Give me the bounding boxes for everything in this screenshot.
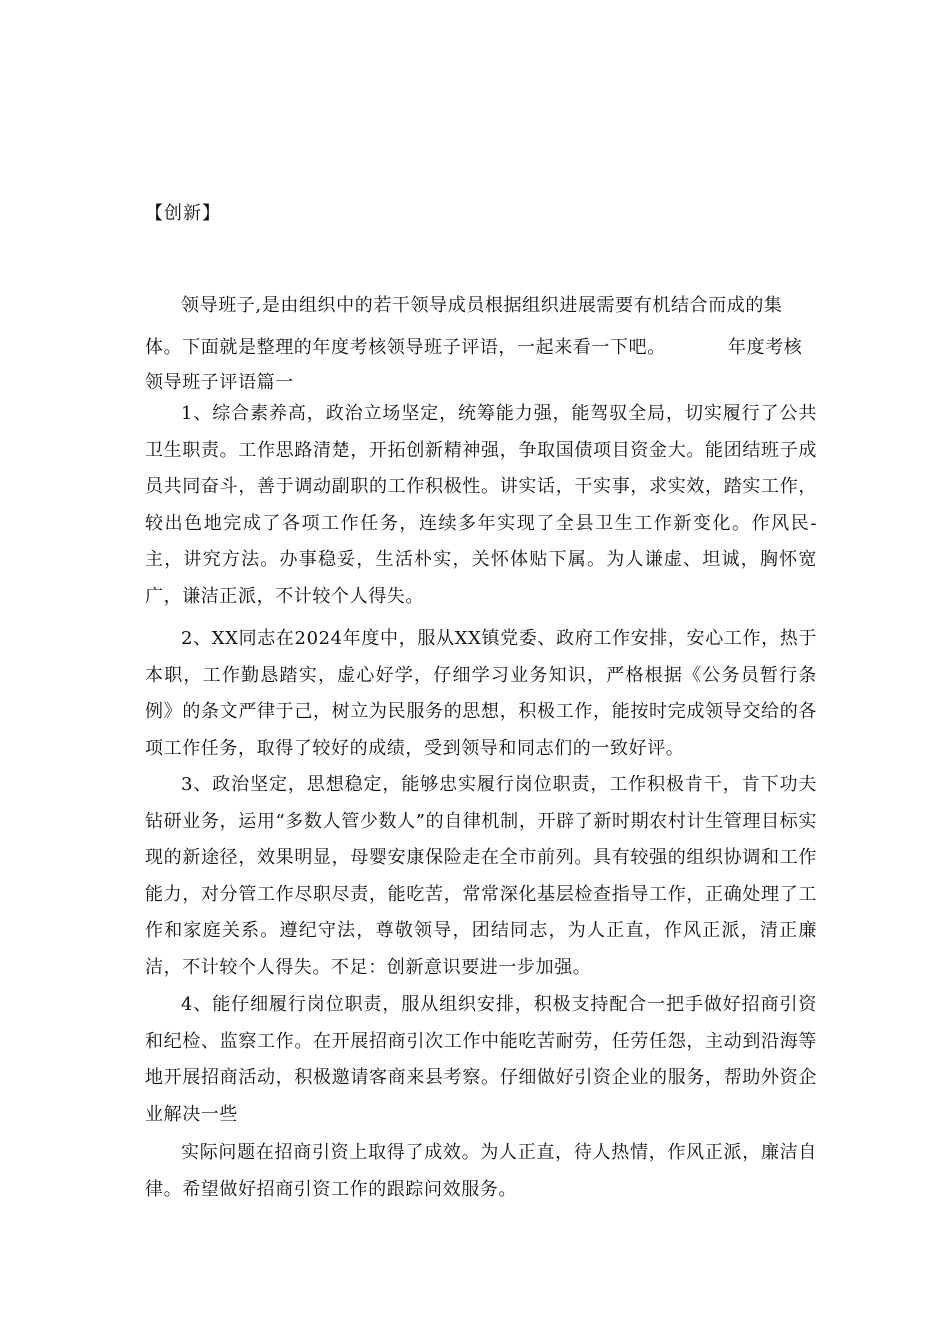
- intro-line-3: 领导班子评语篇一: [145, 372, 294, 393]
- paragraph-4: 4、能仔细履行岗位职责，服从组织安排，积极支持配合一把手做好招商引资和纪检、监察工作。在开展招商引次工作中能吃苦耐劳，任劳任怨，主动到沿海等地开展招商活动，积极邀请客商来县考察。仔细做好引资企业的服务，帮助外资企业解决一些: [145, 994, 817, 1125]
- intro-line-1: 领导班子,是由组织中的若干领导成员根据组织进展需要有机结合而成的集: [181, 295, 783, 316]
- intro-line-2-tail: 年度考核: [728, 337, 803, 358]
- paragraph-5: 实际问题在招商引资上取得了成效。为人正直，待人热情，作风正派，廉洁自律。希望做好招商引资工作的跟踪问效服务。: [145, 1142, 817, 1200]
- paragraph-3: 3、政治坚定，思想稳定，能够忠实履行岗位职责，工作积极肯干，肯下功夫钻研业务，运用“多数人管少数人”的自律机制，开辟了新时期农村计生管理目标实现的新途径，效果明显，母婴安康保险走在全市前列。具有较强的组织协调和工作能力，对分管工作尽职尽责，能吃苦，常常深化基层检查指导工作，正确处理了工作和家庭关系。遵纪守法，尊敬领导，团结同志，为人正直，作风正派，清正廉洁，不计较个人得失。不足：创新意识要进一步加强。: [145, 774, 817, 978]
- paragraph-2: 2、XX同志在2024年度中，服从XX镇党委、政府工作安排，安心工作，热于本职，工作勤恳踏实，虚心好学，仔细学习业务知识，严格根据《公务员暂行条例》的条文严律于己，树立为民服务的思想，积极工作，能按时完成领导交给的各项工作任务，取得了较好的成绩，受到领导和同志们的一致好评。: [145, 628, 817, 759]
- paragraph-1: 1、综合素养高，政治立场坚定，统筹能力强，能驾驭全局，切实履行了公共卫生职责。工作思路清楚，开拓创新精神强，争取国债项目资金大。能团结班子成员共同奋斗，善于调动副职的工作积极性。讲实话，干实事，求实效，踏实工作，较出色地完成了各项工作任务，连续多年实现了全县卫生工作新变化。作风民-主，讲究方法。办事稳妥，生活朴实，关怀体贴下属。为人谦虚、坦诚，胸怀宽广，谦洁正派，不计较个人得失。: [145, 403, 817, 607]
- section-heading: 【创新】: [145, 203, 221, 224]
- intro-line-2: 体。下面就是整理的年度考核领导班子评语，一起来看一下吧。: [145, 337, 666, 358]
